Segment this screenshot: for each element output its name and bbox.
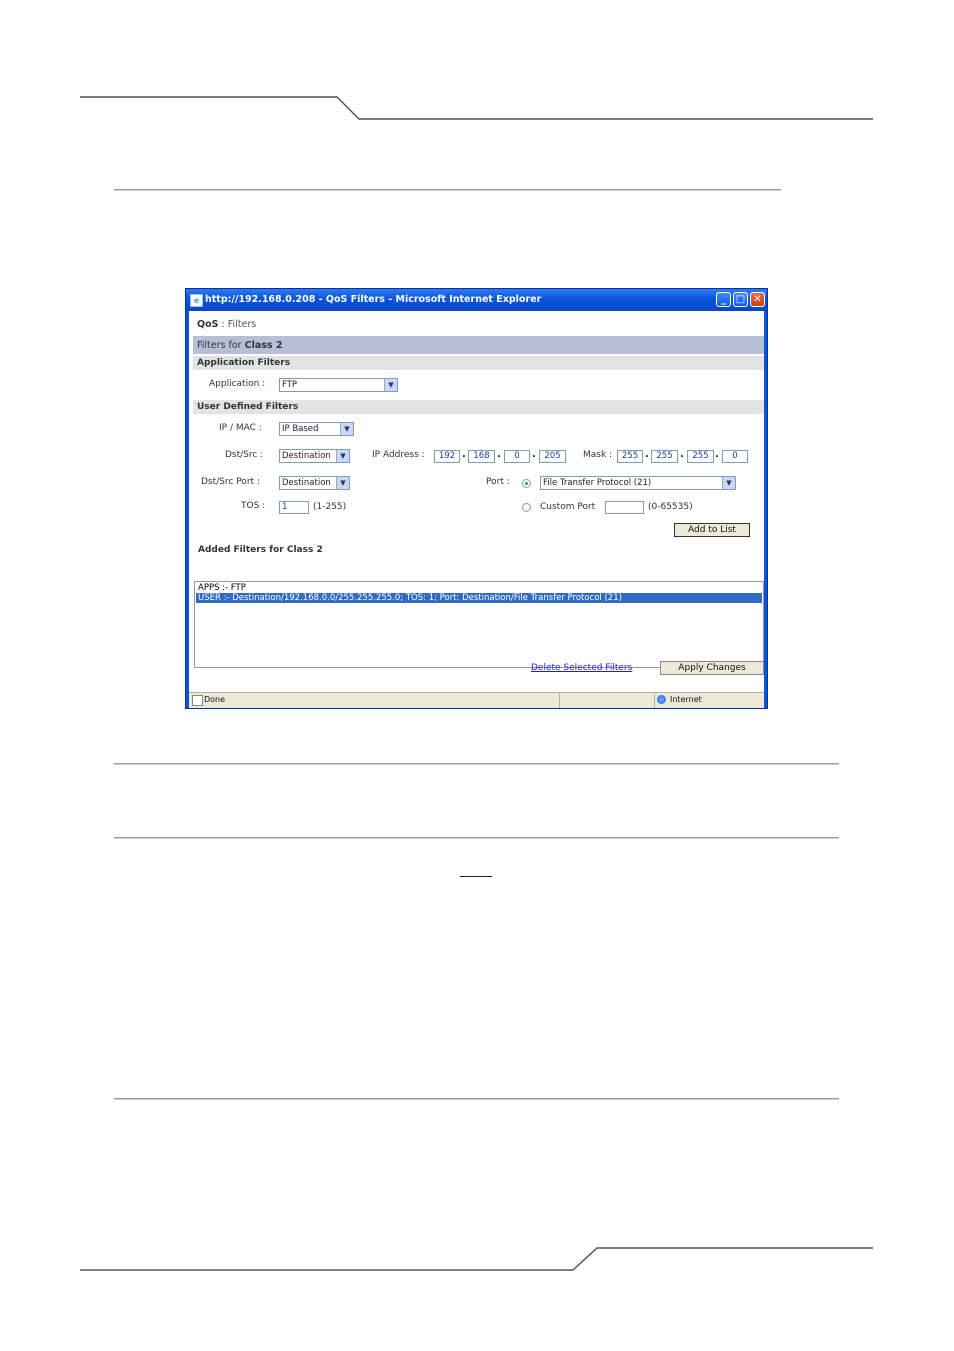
custom-port-input[interactable]	[605, 501, 644, 514]
globe-icon	[657, 695, 666, 704]
filters-header-text	[197, 340, 282, 351]
page-header-rule	[0, 0, 954, 130]
application-value: FTP	[282, 380, 298, 390]
application-filters-heading	[193, 356, 764, 370]
underline-mark	[460, 876, 492, 877]
mask-label: Mask :	[583, 450, 613, 460]
ip-octet-4[interactable]: 205	[539, 450, 566, 463]
page-footer-rule	[0, 1240, 954, 1280]
custom-port-range: (0-65535)	[648, 502, 693, 512]
mask-dot: .	[680, 449, 684, 460]
ip-address-label: IP Address :	[372, 450, 425, 460]
ip-octet-2[interactable]: 168	[468, 450, 495, 463]
chevron-down-icon: ▼	[336, 450, 349, 462]
ip-dot: .	[532, 449, 536, 460]
dstsrc-label: Dst/Src :	[225, 450, 264, 460]
page-icon	[192, 695, 203, 706]
chevron-down-icon: ▼	[340, 423, 353, 435]
port-value: File Transfer Protocol (21)	[543, 478, 652, 488]
section-divider	[114, 189, 781, 191]
ip-dot: .	[497, 449, 501, 460]
added-filters-heading: Added Filters for Class 2	[198, 545, 323, 555]
dstsrc-select[interactable]	[279, 449, 350, 463]
breadcrumb-page: Filters	[227, 319, 257, 330]
dstsrc-value: Destination	[282, 451, 331, 461]
port-direction-label: Dst/Src Port :	[201, 477, 260, 487]
section-divider	[114, 1098, 839, 1100]
ipmac-label: IP / MAC :	[219, 423, 262, 433]
tos-range: (1-255)	[313, 502, 347, 512]
page-content	[189, 311, 764, 692]
custom-port-radio[interactable]	[522, 503, 531, 512]
breadcrumb	[197, 319, 256, 330]
port-direction-value: Destination	[282, 478, 331, 488]
port-direction-select[interactable]	[279, 476, 350, 490]
security-zone: Internet	[670, 695, 702, 704]
ipmac-select[interactable]	[279, 422, 354, 436]
chevron-down-icon: ▼	[384, 379, 397, 391]
ie-icon: e	[190, 294, 203, 307]
title-bar[interactable]	[186, 289, 767, 311]
ip-octet-3[interactable]: 0	[504, 450, 530, 463]
tos-label: TOS :	[241, 501, 266, 511]
mask-octet-1[interactable]: 255	[617, 450, 643, 463]
header-class: Class 2	[244, 340, 283, 351]
added-filters-list[interactable]	[194, 581, 764, 668]
chevron-down-icon: ▼	[336, 477, 349, 489]
window-title: http://192.168.0.208 - QoS Filters - Microsoft Internet Explorer	[205, 294, 542, 305]
ip-octet-1[interactable]: 192	[434, 450, 460, 463]
chevron-down-icon: ▼	[722, 477, 735, 489]
user-filters-heading	[193, 400, 764, 414]
breadcrumb-section: QoS	[197, 319, 219, 330]
user-filters-title: User Defined Filters	[197, 402, 299, 412]
application-filters-title: Application Filters	[197, 358, 291, 368]
section-divider	[114, 837, 839, 839]
mask-octet-3[interactable]: 255	[687, 450, 714, 463]
port-label: Port :	[486, 477, 510, 487]
application-select[interactable]	[279, 378, 398, 392]
list-item[interactable]: APPS :- FTP	[198, 583, 246, 593]
breadcrumb-sep: :	[218, 319, 228, 330]
ip-dot: .	[462, 449, 466, 460]
delete-selected-filters-link[interactable]: Delete Selected Filters	[531, 663, 633, 673]
close-icon[interactable]: ✕	[750, 292, 765, 307]
mask-octet-4[interactable]: 0	[722, 450, 748, 463]
status-bar	[189, 692, 764, 708]
application-label: Application :	[209, 379, 266, 389]
section-divider	[114, 763, 839, 765]
filters-header	[193, 336, 764, 354]
status-divider	[654, 693, 655, 708]
mask-dot: .	[715, 449, 719, 460]
apply-changes-button[interactable]: Apply Changes	[660, 661, 764, 675]
mask-octet-2[interactable]: 255	[651, 450, 678, 463]
port-select[interactable]	[540, 476, 736, 490]
add-to-list-button[interactable]: Add to List	[674, 523, 750, 537]
header-prefix: Filters for	[197, 340, 245, 351]
status-text: Done	[204, 695, 226, 704]
tos-input[interactable]: 1	[279, 501, 309, 514]
list-item[interactable]: USER :- Destination/192.168.0.0/255.255.255.0; TOS: 1; Port: Destination/File Transfer Protocol (21)	[196, 593, 762, 603]
port-radio[interactable]	[522, 479, 531, 488]
ipmac-value: IP Based	[282, 424, 319, 434]
maximize-icon[interactable]: □	[733, 292, 748, 307]
mask-dot: .	[645, 449, 649, 460]
browser-window	[185, 288, 768, 709]
status-divider	[559, 693, 560, 708]
custom-port-label: Custom Port	[540, 502, 596, 512]
minimize-icon[interactable]: _	[716, 292, 731, 307]
